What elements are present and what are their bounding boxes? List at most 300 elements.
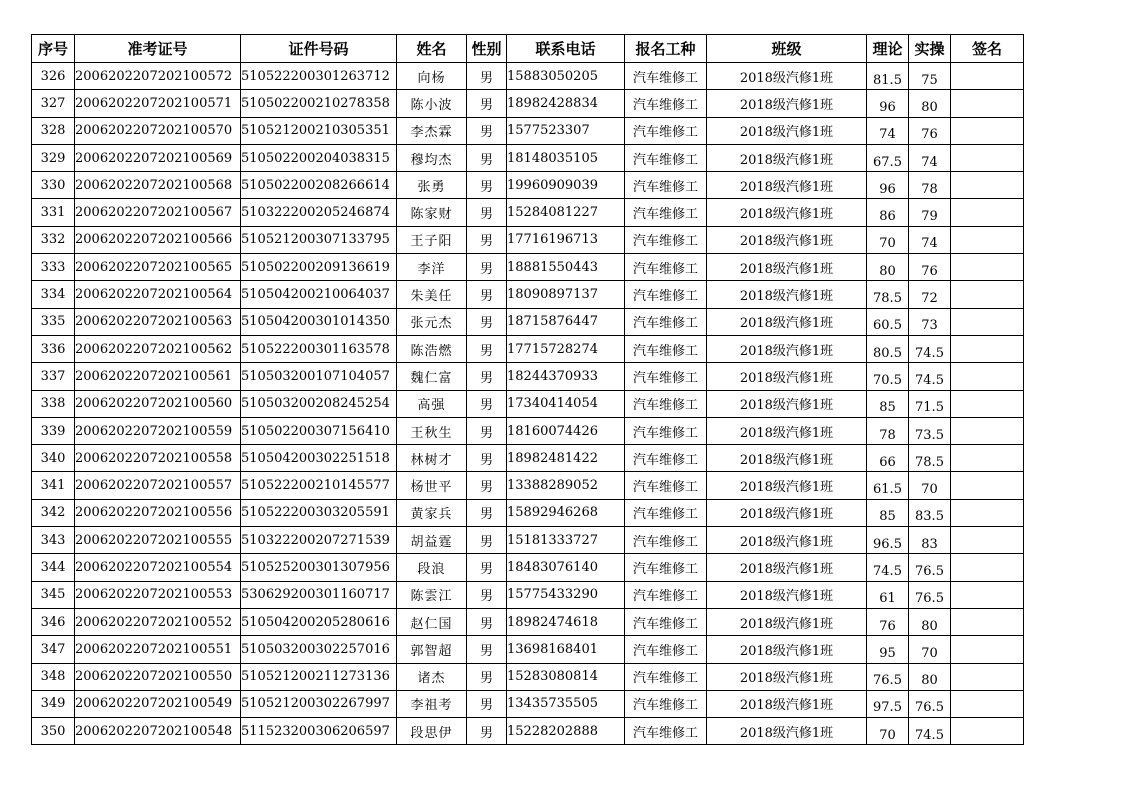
phone-cell: 17716196713: [507, 226, 625, 253]
theory-score-cell: [867, 226, 909, 253]
table-row: [32, 335, 1024, 362]
phone-cell: 15181333727: [507, 527, 625, 554]
class-cell: 2018级汽修1班: [707, 226, 867, 253]
table-row: [32, 718, 1024, 745]
seq-cell: 349: [32, 690, 75, 717]
practice-score-cell: [909, 554, 951, 581]
practice-score-cell: [909, 472, 951, 499]
signature-cell: [951, 527, 1024, 554]
ticket-cell: 2006202207202100550: [75, 663, 241, 690]
theory-score-cell: [867, 390, 909, 417]
score-value: 73.5: [915, 427, 944, 443]
score-value: 76.5: [915, 591, 944, 607]
theory-score-cell: [867, 172, 909, 199]
score-sheet-table: [31, 34, 1024, 745]
score-value: 76.5: [873, 673, 902, 689]
score-value: 74: [879, 127, 896, 143]
practice-score-cell: [909, 308, 951, 335]
trade-cell: 汽车维修工: [625, 472, 707, 499]
gender-cell: 男: [467, 554, 507, 581]
table-row: [32, 199, 1024, 226]
signature-cell: [951, 226, 1024, 253]
trade-cell: 汽车维修工: [625, 308, 707, 335]
table-row: [32, 172, 1024, 199]
ticket-cell: 2006202207202100556: [75, 499, 241, 526]
signature-cell: [951, 335, 1024, 362]
name-cell: 李祖考: [397, 690, 467, 717]
name-cell: 林树才: [397, 445, 467, 472]
ticket-cell: 2006202207202100566: [75, 226, 241, 253]
phone-cell: 15228202888: [507, 718, 625, 745]
practice-score-cell: [909, 608, 951, 635]
table-row: [32, 554, 1024, 581]
class-cell: 2018级汽修1班: [707, 608, 867, 635]
score-value: 71.5: [915, 400, 944, 416]
table-row: [32, 581, 1024, 608]
practice-score-cell: [909, 417, 951, 444]
theory-score-cell: [867, 417, 909, 444]
seq-cell: 329: [32, 144, 75, 171]
phone-cell: 15883050205: [507, 63, 625, 90]
practice-score-cell: [909, 281, 951, 308]
score-value: 70.5: [873, 372, 902, 388]
id-cell: 510322200205246874: [241, 199, 397, 226]
ticket-cell: 2006202207202100570: [75, 117, 241, 144]
score-value: 85: [879, 509, 896, 525]
table-row: [32, 254, 1024, 281]
name-cell: 高强: [397, 390, 467, 417]
ticket-cell: 2006202207202100563: [75, 308, 241, 335]
score-value: 74: [921, 154, 938, 170]
table-row: [32, 445, 1024, 472]
theory-score-cell: [867, 281, 909, 308]
id-cell: 510504200210064037: [241, 281, 397, 308]
score-value: 70: [921, 645, 938, 661]
name-cell: 王秋生: [397, 417, 467, 444]
seq-cell: 328: [32, 117, 75, 144]
seq-cell: 331: [32, 199, 75, 226]
class-cell: 2018级汽修1班: [707, 690, 867, 717]
phone-cell: 18881550443: [507, 254, 625, 281]
signature-cell: [951, 472, 1024, 499]
table-row: [32, 117, 1024, 144]
theory-score-cell: [867, 144, 909, 171]
theory-score-cell: [867, 581, 909, 608]
practice-score-cell: [909, 663, 951, 690]
seq-cell: 326: [32, 63, 75, 90]
trade-cell: 汽车维修工: [625, 445, 707, 472]
id-cell: 510504200302251518: [241, 445, 397, 472]
trade-cell: 汽车维修工: [625, 254, 707, 281]
ticket-cell: 2006202207202100562: [75, 335, 241, 362]
gender-cell: 男: [467, 690, 507, 717]
id-cell: 510502200209136619: [241, 254, 397, 281]
trade-cell: 汽车维修工: [625, 718, 707, 745]
ticket-cell: 2006202207202100548: [75, 718, 241, 745]
theory-score-cell: [867, 363, 909, 390]
practice-score-cell: [909, 445, 951, 472]
ticket-cell: 2006202207202100549: [75, 690, 241, 717]
phone-cell: 18148035105: [507, 144, 625, 171]
trade-cell: 汽车维修工: [625, 90, 707, 117]
class-cell: 2018级汽修1班: [707, 199, 867, 226]
score-value: 79: [921, 209, 938, 225]
name-cell: 黄家兵: [397, 499, 467, 526]
signature-cell: [951, 690, 1024, 717]
theory-score-cell: [867, 90, 909, 117]
signature-cell: [951, 718, 1024, 745]
practice-score-cell: [909, 117, 951, 144]
score-value: 83: [921, 536, 938, 552]
practice-score-cell: [909, 581, 951, 608]
ticket-cell: 2006202207202100564: [75, 281, 241, 308]
score-value: 76: [879, 618, 896, 634]
class-cell: 2018级汽修1班: [707, 390, 867, 417]
practice-score-cell: [909, 390, 951, 417]
theory-score-cell: [867, 63, 909, 90]
phone-cell: 19960909039: [507, 172, 625, 199]
practice-score-cell: [909, 363, 951, 390]
gender-cell: 男: [467, 363, 507, 390]
seq-cell: 339: [32, 417, 75, 444]
ticket-cell: 2006202207202100554: [75, 554, 241, 581]
phone-cell: 17715728274: [507, 335, 625, 362]
signature-cell: [951, 363, 1024, 390]
id-cell: 510502200208266614: [241, 172, 397, 199]
score-value: 76.5: [915, 563, 944, 579]
score-value: 80: [879, 263, 896, 279]
header-cell-seq: 序号: [32, 35, 75, 63]
gender-cell: 男: [467, 172, 507, 199]
score-value: 78.5: [873, 291, 902, 307]
phone-cell: 18982428834: [507, 90, 625, 117]
table-row: [32, 281, 1024, 308]
name-cell: 陈浩燃: [397, 335, 467, 362]
header-cell-practice: 实操: [909, 35, 951, 63]
phone-cell: 15284081227: [507, 199, 625, 226]
score-value: 85: [879, 400, 896, 416]
class-cell: 2018级汽修1班: [707, 63, 867, 90]
score-value: 61.5: [873, 482, 902, 498]
name-cell: 杨世平: [397, 472, 467, 499]
seq-cell: 336: [32, 335, 75, 362]
seq-cell: 340: [32, 445, 75, 472]
class-cell: 2018级汽修1班: [707, 172, 867, 199]
trade-cell: 汽车维修工: [625, 363, 707, 390]
name-cell: 穆均杰: [397, 144, 467, 171]
trade-cell: 汽车维修工: [625, 117, 707, 144]
class-cell: 2018级汽修1班: [707, 718, 867, 745]
signature-cell: [951, 608, 1024, 635]
class-cell: 2018级汽修1班: [707, 636, 867, 663]
score-value: 60.5: [873, 318, 902, 334]
id-cell: 511523200306206597: [241, 718, 397, 745]
trade-cell: 汽车维修工: [625, 335, 707, 362]
theory-score-cell: [867, 608, 909, 635]
ticket-cell: 2006202207202100553: [75, 581, 241, 608]
name-cell: 魏仁富: [397, 363, 467, 390]
name-cell: 赵仁国: [397, 608, 467, 635]
id-cell: 510503200208245254: [241, 390, 397, 417]
seq-cell: 341: [32, 472, 75, 499]
trade-cell: 汽车维修工: [625, 281, 707, 308]
class-cell: 2018级汽修1班: [707, 144, 867, 171]
signature-cell: [951, 172, 1024, 199]
score-value: 78: [879, 427, 896, 443]
ticket-cell: 2006202207202100560: [75, 390, 241, 417]
name-cell: 段思伊: [397, 718, 467, 745]
table-row: [32, 527, 1024, 554]
gender-cell: 男: [467, 144, 507, 171]
header-cell-gender: 性别: [467, 35, 507, 63]
practice-score-cell: [909, 254, 951, 281]
score-value: 86: [879, 209, 896, 225]
practice-score-cell: [909, 63, 951, 90]
class-cell: 2018级汽修1班: [707, 254, 867, 281]
score-value: 80: [921, 673, 938, 689]
theory-score-cell: [867, 335, 909, 362]
id-cell: 510503200107104057: [241, 363, 397, 390]
score-value: 78.5: [915, 454, 944, 470]
ticket-cell: 2006202207202100561: [75, 363, 241, 390]
name-cell: 向杨: [397, 63, 467, 90]
score-value: 80.5: [873, 345, 902, 361]
score-value: 61: [879, 591, 896, 607]
name-cell: 张勇: [397, 172, 467, 199]
table-row: [32, 144, 1024, 171]
seq-cell: 332: [32, 226, 75, 253]
theory-score-cell: [867, 527, 909, 554]
id-cell: 510521200302267997: [241, 690, 397, 717]
signature-cell: [951, 663, 1024, 690]
name-cell: 郭智超: [397, 636, 467, 663]
signature-cell: [951, 554, 1024, 581]
seq-cell: 344: [32, 554, 75, 581]
score-value: 97.5: [873, 700, 902, 716]
trade-cell: 汽车维修工: [625, 63, 707, 90]
header-cell-phone: 联系电话: [507, 35, 625, 63]
header-cell-name: 姓名: [397, 35, 467, 63]
name-cell: 李杰霖: [397, 117, 467, 144]
gender-cell: 男: [467, 718, 507, 745]
id-cell: 510522200210145577: [241, 472, 397, 499]
table-row: [32, 608, 1024, 635]
seq-cell: 348: [32, 663, 75, 690]
ticket-cell: 2006202207202100551: [75, 636, 241, 663]
score-value: 78: [921, 181, 938, 197]
signature-cell: [951, 581, 1024, 608]
seq-cell: 330: [32, 172, 75, 199]
table-row: [32, 472, 1024, 499]
header-cell-signature: 签名: [951, 35, 1024, 63]
id-cell: 510521200210305351: [241, 117, 397, 144]
table-row: [32, 499, 1024, 526]
seq-cell: 333: [32, 254, 75, 281]
seq-cell: 346: [32, 608, 75, 635]
gender-cell: 男: [467, 335, 507, 362]
score-value: 83.5: [915, 509, 944, 525]
name-cell: 胡益霆: [397, 527, 467, 554]
class-cell: 2018级汽修1班: [707, 527, 867, 554]
signature-cell: [951, 144, 1024, 171]
score-value: 70: [879, 236, 896, 252]
seq-cell: 350: [32, 718, 75, 745]
header-cell-trade: 报名工种: [625, 35, 707, 63]
score-value: 73: [921, 318, 938, 334]
trade-cell: 汽车维修工: [625, 608, 707, 635]
seq-cell: 343: [32, 527, 75, 554]
trade-cell: 汽车维修工: [625, 663, 707, 690]
gender-cell: 男: [467, 581, 507, 608]
gender-cell: 男: [467, 254, 507, 281]
class-cell: 2018级汽修1班: [707, 363, 867, 390]
table-row: [32, 363, 1024, 390]
phone-cell: 15892946268: [507, 499, 625, 526]
gender-cell: 男: [467, 663, 507, 690]
score-value: 70: [879, 727, 896, 743]
header-cell-ticket: 准考证号: [75, 35, 241, 63]
trade-cell: 汽车维修工: [625, 199, 707, 226]
table-row: [32, 663, 1024, 690]
ticket-cell: 2006202207202100572: [75, 63, 241, 90]
theory-score-cell: [867, 254, 909, 281]
phone-cell: 18483076140: [507, 554, 625, 581]
phone-cell: 1577523307: [507, 117, 625, 144]
signature-cell: [951, 308, 1024, 335]
practice-score-cell: [909, 172, 951, 199]
score-value: 75: [921, 72, 938, 88]
phone-cell: 13435735505: [507, 690, 625, 717]
signature-cell: [951, 254, 1024, 281]
theory-score-cell: [867, 690, 909, 717]
score-value: 76: [921, 127, 938, 143]
class-cell: 2018级汽修1班: [707, 472, 867, 499]
score-value: 74.5: [915, 727, 944, 743]
score-value: 67.5: [873, 154, 902, 170]
theory-score-cell: [867, 445, 909, 472]
gender-cell: 男: [467, 226, 507, 253]
table-row: [32, 417, 1024, 444]
score-value: 80: [921, 99, 938, 115]
gender-cell: 男: [467, 390, 507, 417]
score-value: 95: [879, 645, 896, 661]
seq-cell: 338: [32, 390, 75, 417]
theory-score-cell: [867, 499, 909, 526]
id-cell: 510522200301263712: [241, 63, 397, 90]
gender-cell: 男: [467, 472, 507, 499]
ticket-cell: 2006202207202100569: [75, 144, 241, 171]
gender-cell: 男: [467, 445, 507, 472]
phone-cell: 18982474618: [507, 608, 625, 635]
id-cell: 510502200307156410: [241, 417, 397, 444]
id-cell: 510503200302257016: [241, 636, 397, 663]
ticket-cell: 2006202207202100552: [75, 608, 241, 635]
trade-cell: 汽车维修工: [625, 499, 707, 526]
gender-cell: 男: [467, 499, 507, 526]
gender-cell: 男: [467, 417, 507, 444]
id-cell: 510504200301014350: [241, 308, 397, 335]
table-row: [32, 390, 1024, 417]
phone-cell: 18982481422: [507, 445, 625, 472]
gender-cell: 男: [467, 308, 507, 335]
signature-cell: [951, 90, 1024, 117]
phone-cell: 13698168401: [507, 636, 625, 663]
trade-cell: 汽车维修工: [625, 636, 707, 663]
ticket-cell: 2006202207202100558: [75, 445, 241, 472]
practice-score-cell: [909, 335, 951, 362]
practice-score-cell: [909, 718, 951, 745]
signature-cell: [951, 499, 1024, 526]
score-value: 74: [921, 236, 938, 252]
id-cell: 510522200301163578: [241, 335, 397, 362]
seq-cell: 347: [32, 636, 75, 663]
id-cell: 510521200211273136: [241, 663, 397, 690]
practice-score-cell: [909, 527, 951, 554]
gender-cell: 男: [467, 90, 507, 117]
theory-score-cell: [867, 663, 909, 690]
ticket-cell: 2006202207202100571: [75, 90, 241, 117]
trade-cell: 汽车维修工: [625, 144, 707, 171]
class-cell: 2018级汽修1班: [707, 445, 867, 472]
class-cell: 2018级汽修1班: [707, 90, 867, 117]
ticket-cell: 2006202207202100557: [75, 472, 241, 499]
phone-cell: 13388289052: [507, 472, 625, 499]
theory-score-cell: [867, 718, 909, 745]
theory-score-cell: [867, 308, 909, 335]
theory-score-cell: [867, 117, 909, 144]
score-value: 66: [879, 454, 896, 470]
signature-cell: [951, 63, 1024, 90]
name-cell: 朱美任: [397, 281, 467, 308]
id-cell: 530629200301160717: [241, 581, 397, 608]
class-cell: 2018级汽修1班: [707, 499, 867, 526]
score-value: 74.5: [915, 372, 944, 388]
ticket-cell: 2006202207202100565: [75, 254, 241, 281]
practice-score-cell: [909, 499, 951, 526]
id-cell: 510322200207271539: [241, 527, 397, 554]
name-cell: 王子阳: [397, 226, 467, 253]
score-value: 96: [879, 181, 896, 197]
ticket-cell: 2006202207202100555: [75, 527, 241, 554]
score-value: 81.5: [873, 72, 902, 88]
seq-cell: 342: [32, 499, 75, 526]
signature-cell: [951, 636, 1024, 663]
signature-cell: [951, 417, 1024, 444]
score-value: 72: [921, 291, 938, 307]
ticket-cell: 2006202207202100568: [75, 172, 241, 199]
name-cell: 李洋: [397, 254, 467, 281]
trade-cell: 汽车维修工: [625, 527, 707, 554]
class-cell: 2018级汽修1班: [707, 281, 867, 308]
trade-cell: 汽车维修工: [625, 226, 707, 253]
table-row: [32, 226, 1024, 253]
practice-score-cell: [909, 226, 951, 253]
phone-cell: 18160074426: [507, 417, 625, 444]
gender-cell: 男: [467, 527, 507, 554]
phone-cell: 15775433290: [507, 581, 625, 608]
score-value: 70: [921, 482, 938, 498]
trade-cell: 汽车维修工: [625, 581, 707, 608]
score-value: 96.5: [873, 536, 902, 552]
name-cell: 陈家财: [397, 199, 467, 226]
class-cell: 2018级汽修1班: [707, 308, 867, 335]
id-cell: 510502200210278358: [241, 90, 397, 117]
header-cell-id: 证件号码: [241, 35, 397, 63]
seq-cell: 327: [32, 90, 75, 117]
practice-score-cell: [909, 636, 951, 663]
table-row: [32, 690, 1024, 717]
trade-cell: 汽车维修工: [625, 390, 707, 417]
